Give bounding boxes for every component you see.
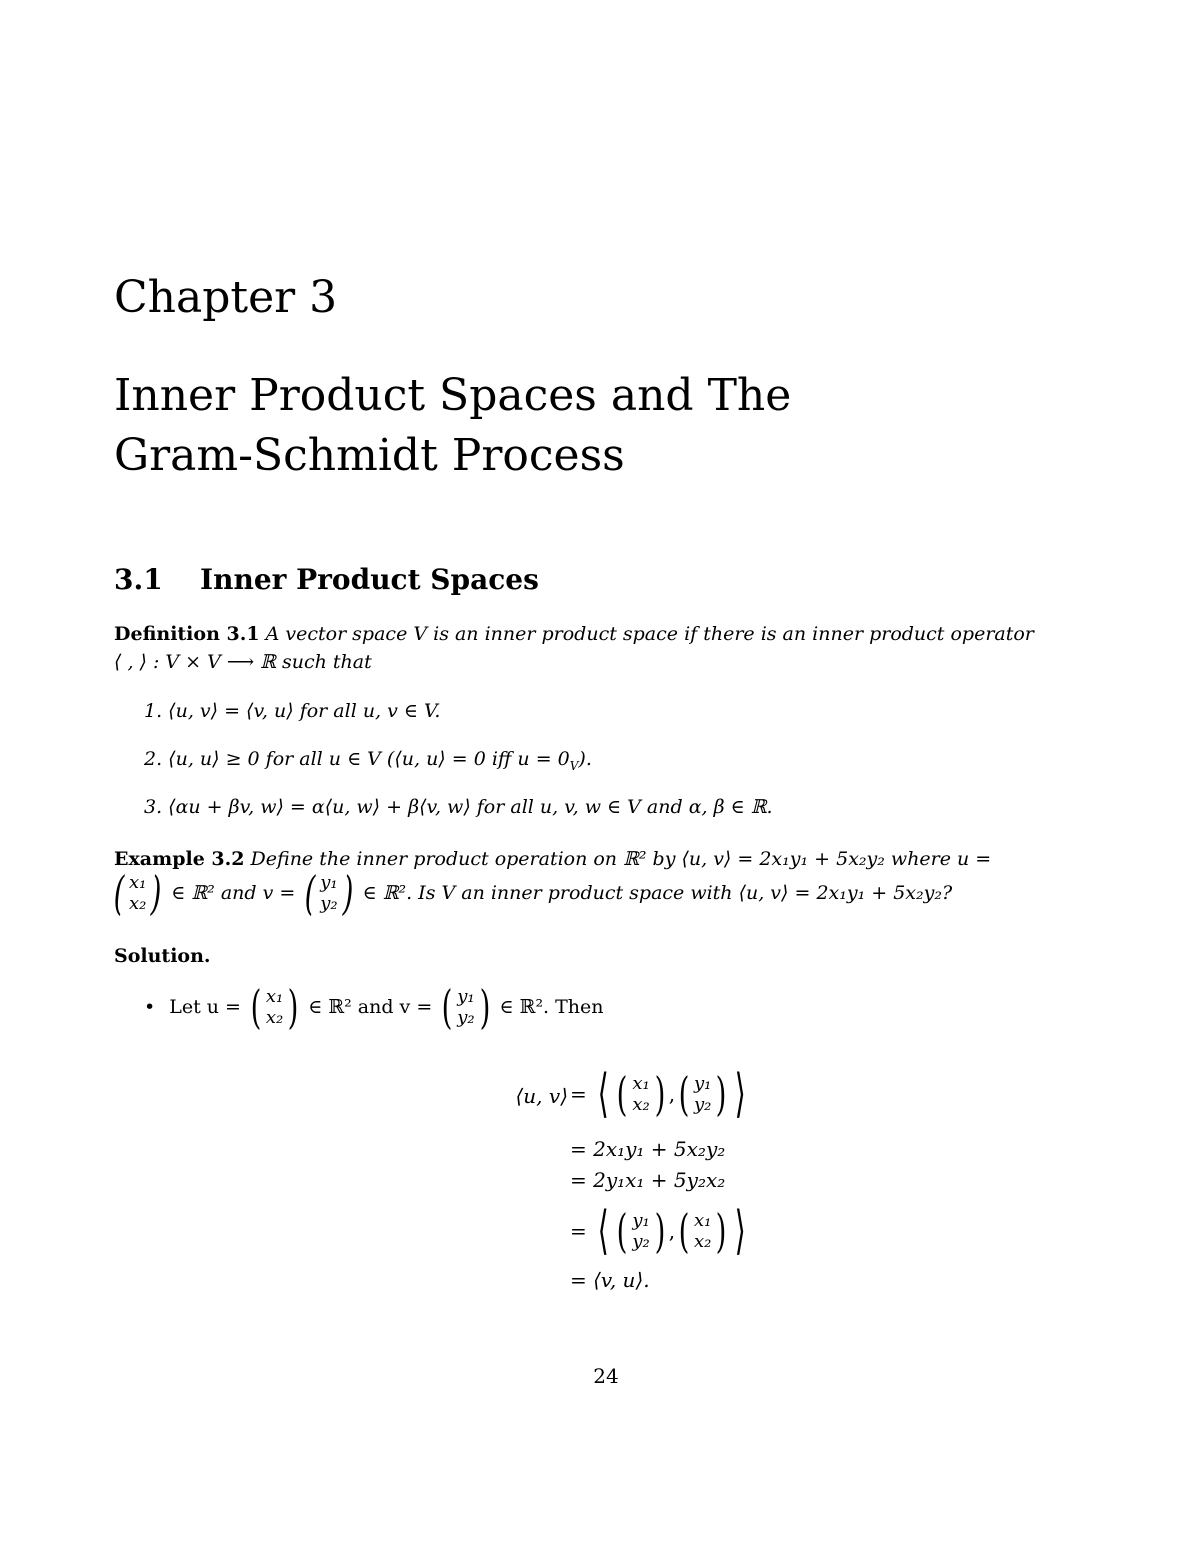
example-label: Example 3.2	[114, 848, 245, 870]
definition-line-2: ⟨ , ⟩ : V × V ⟶ ℝ such that	[114, 651, 372, 673]
chapter-title-line-1: Inner Product Spaces and The	[114, 370, 792, 421]
definition-line-1	[114, 620, 1034, 648]
chapter-title-line-2: Gram-Schmidt Process	[114, 430, 625, 481]
definition-text: A vector space V is an inner product space if there is an inner product operator	[265, 623, 1034, 645]
definition-label: Definition 3.1	[114, 623, 260, 645]
example-line-2: ( x₁ x₂ ) ∈ ℝ² and v = ( y₁ y₂ ) ∈ ℝ². Is V an inner product space with ⟨u, v⟩ = 2x₁y₁ + 5x₂y₂?	[110, 870, 952, 916]
equation-lhs: ⟨u, v⟩	[515, 1084, 568, 1108]
equation-line-2: = 2x₁y₁ + 5x₂y₂	[570, 1137, 726, 1161]
section-heading	[114, 560, 539, 600]
definition-item-2: 2. ⟨u, u⟩ ≥ 0 for all u ∈ V (⟨u, u⟩ = 0 iff $u = 0_V$).	[144, 748, 592, 773]
equation-line-4: = ⟨ ( y₁ y₂ ) , ( x₁ x₂ ) ⟩	[570, 1201, 747, 1261]
definition-item-1: 1. ⟨u, v⟩ = ⟨v, u⟩ for all u, v ∈ V.	[144, 700, 441, 722]
bullet-mark: •	[144, 996, 156, 1018]
equation-rhs-1: = ⟨ ( x₁ x₂ ) , ( y₁ y₂ ) ⟩	[570, 1064, 747, 1124]
example-line-1	[114, 845, 991, 873]
equation-line-1	[0, 1064, 1200, 1124]
chapter-heading: Chapter 3	[114, 272, 338, 323]
vector-u: ( x₁ x₂ )	[113, 866, 162, 920]
solution-bullet: • Let u = ( x₁ x₂ ) ∈ ℝ² and v = ( y₁ y₂ ) ∈ ℝ². Then	[144, 980, 604, 1034]
section-title: Inner Product Spaces	[200, 563, 539, 596]
example-text: Define the inner product operation on ℝ² by ⟨u, v⟩ = 2x₁y₁ + 5x₂y₂ where u =	[250, 848, 992, 870]
vector-u: ( x₁ x₂ )	[250, 980, 299, 1034]
equation-line-3: = 2y₁x₁ + 5y₂x₂	[570, 1168, 726, 1192]
equation-line-5: = ⟨v, u⟩.	[570, 1268, 650, 1292]
page-number: 24	[593, 1364, 619, 1388]
definition-item-3: 3. ⟨αu + βv, w⟩ = α⟨u, w⟩ + β⟨v, w⟩ for all u, v, w ∈ V and α, β ∈ ℝ.	[144, 796, 773, 818]
vector-v: ( y₁ y₂ )	[441, 980, 490, 1034]
section-number: 3.1	[114, 563, 163, 596]
solution-label: Solution.	[114, 945, 211, 967]
vector-v: ( y₁ y₂ )	[304, 866, 354, 920]
